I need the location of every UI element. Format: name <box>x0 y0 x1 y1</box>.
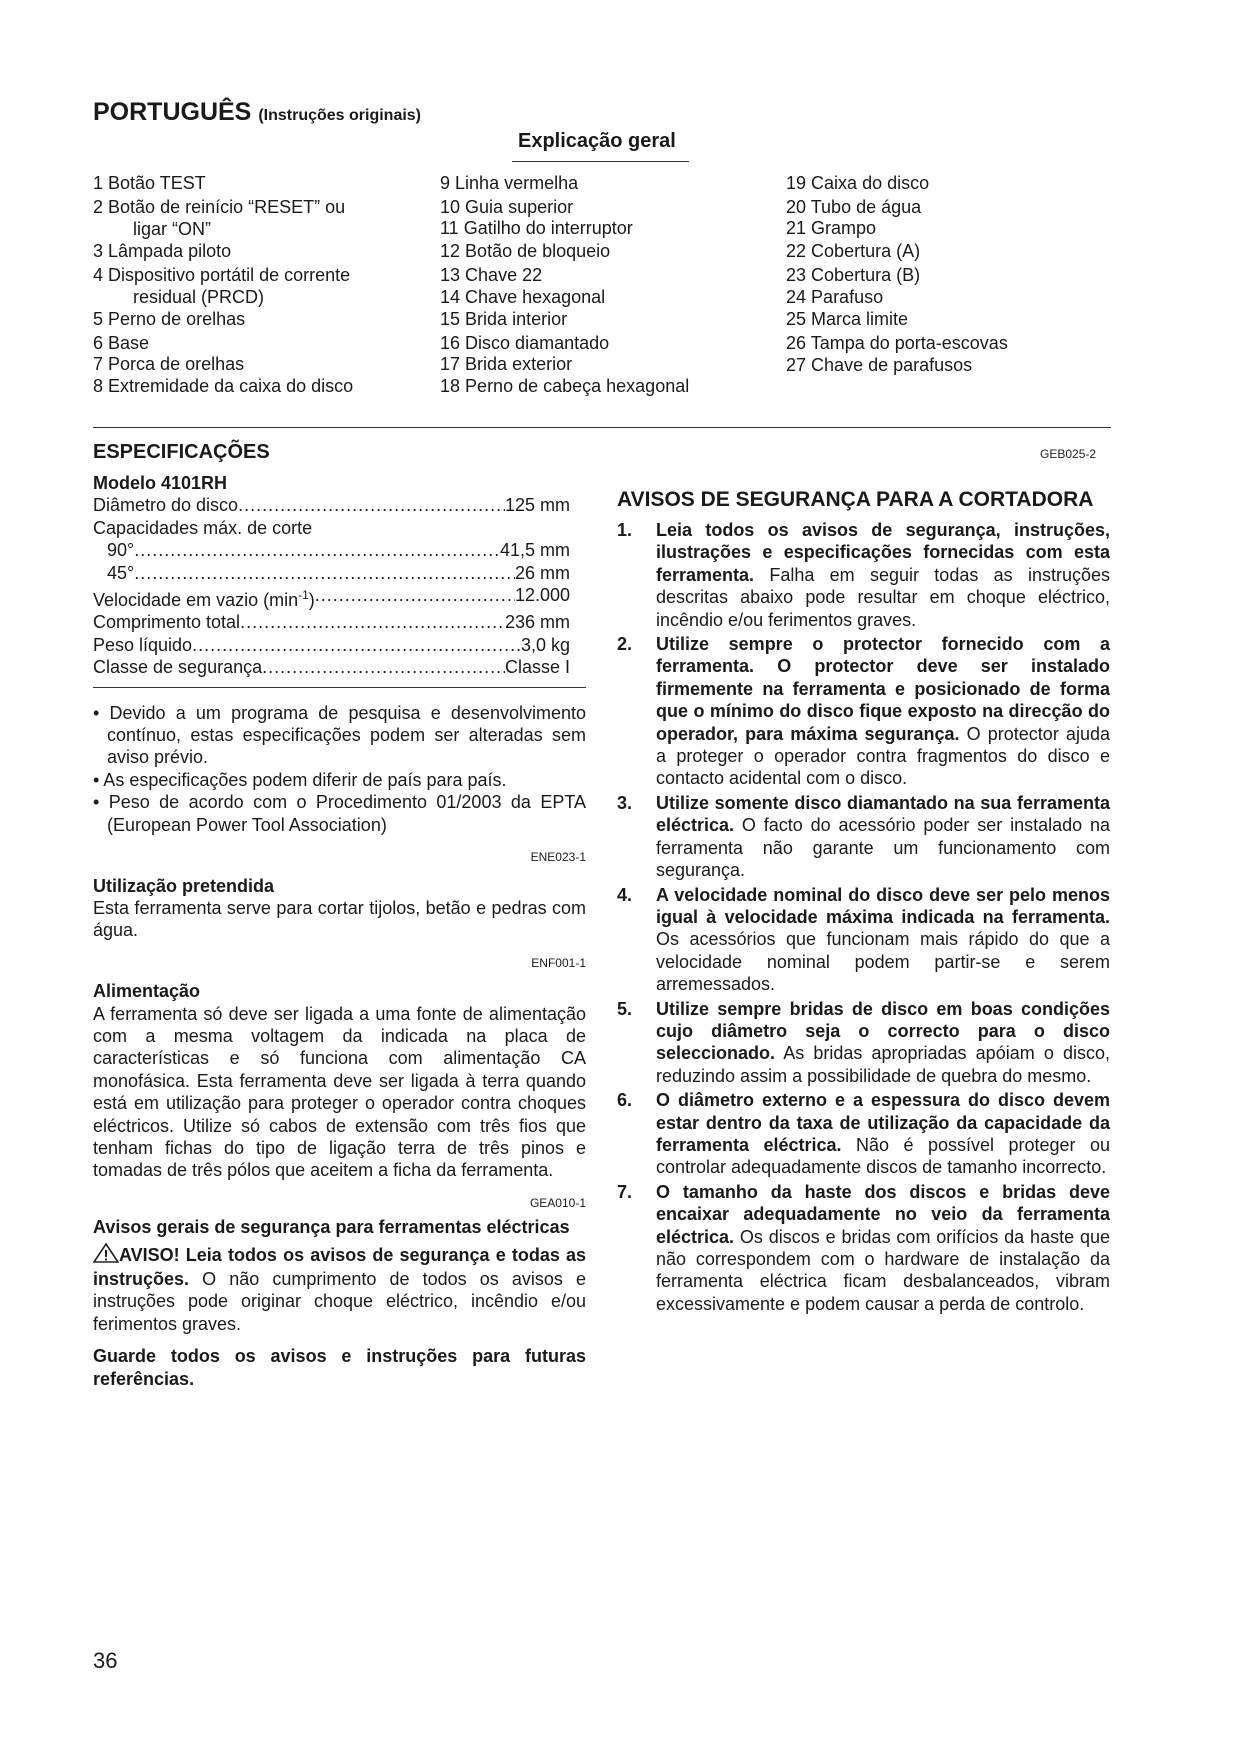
part-item: 27 Chave de parafusos <box>786 355 973 375</box>
power-supply-title: Alimentação <box>93 981 201 1002</box>
part-item: 18 Perno de cabeça hexagonal <box>440 376 690 396</box>
intended-use-title: Utilização pretendida <box>93 875 275 896</box>
right-column <box>617 487 1110 1315</box>
spec-note: • Devido a um programa de pesquisa e desenvolvimento contínuo, estas especificações podem ser alteradas sem aviso prévio. <box>93 702 586 768</box>
safety-item: 5. Utilize sempre bridas de disco em boas condições cujo diâmetro seja o correcto para o disco seleccionado. As bridas apropriadas apóiam o disco, reduzindo assim a possibilidade de quebra do mesmo. <box>617 998 1110 1086</box>
part-item: 12 Botão de bloqueio <box>440 241 611 261</box>
spec-row: 45° ..... 26 mm <box>93 562 570 584</box>
spec-row: 90° ..... 41,5 mm <box>93 539 570 561</box>
part-item: 21 Grampo <box>786 218 877 238</box>
language-title <box>93 98 421 127</box>
model-label: Modelo 4101RH <box>93 473 228 493</box>
cutter-safety-title: AVISOS DE SEGURANÇA PARA A CORTADORA <box>617 488 1094 511</box>
part-item: 22 Cobertura (A) <box>786 241 921 261</box>
safety-item: 1. Leia todos os avisos de segurança, instruções, ilustrações e especificações fornecidas com esta ferramenta. Falha em seguir todas as instruções descritas abaixo pode resultar em choque eléctrico, incêndio e/ou ferimentos graves. <box>617 520 1110 630</box>
spec-code: GEB025-2 <box>1040 447 1097 461</box>
spec-row: Classe de segurança ..... Classe I <box>93 656 570 678</box>
spec-row: Diâmetro do disco ..... 125 mm <box>93 494 570 516</box>
part-item: 8 Extremidade da caixa do disco <box>93 376 354 396</box>
part-item: 15 Brida interior <box>440 309 568 329</box>
part-item: 6 Base <box>93 333 150 353</box>
safety-item: 3. Utilize somente disco diamantado na sua ferramenta eléctrica. O facto do acessório poder ser instalado na ferramenta não garante um funcionamento com segurança. <box>617 792 1110 881</box>
intended-use-text: Esta ferramenta serve para cortar tijolos, betão e pedras com água. <box>93 897 586 941</box>
general-warnings-code: GEA010-1 <box>529 1195 586 1210</box>
spec-notes <box>93 702 586 836</box>
spec-note: • Peso de acordo com o Procedimento 01/2003 da EPTA (European Power Tool Association) <box>93 792 586 835</box>
general-warning-paragraph: AVISO! Leia todos os avisos de segurança e todas as instruções. O não cumprimento de todos os avisos e instruções pode originar choque eléctrico, incêndio e/ou ferimentos graves. <box>93 1244 586 1334</box>
title-underline <box>512 161 689 162</box>
left-column <box>93 472 586 1390</box>
part-item: 4 Dispositivo portátil de corrente residual (PRCD) <box>93 265 351 307</box>
part-item: 9 Linha vermelha <box>440 173 579 193</box>
warning-triangle-icon <box>93 1243 119 1268</box>
specifications-title: ESPECIFICAÇÕES <box>93 441 270 463</box>
part-item: 13 Chave 22 <box>440 265 543 285</box>
safety-item: 6. O diâmetro externo e a espessura do disco devem estar dentro da taxa de utilização da capacidade da ferramenta eléctrica. Não é possível proteger ou controlar adequadamente discos de tamanho incorrecto. <box>617 1090 1110 1178</box>
part-item: 26 Tampa do porta-escovas <box>786 333 1008 353</box>
part-item: 11 Gatilho do interruptor <box>440 218 633 238</box>
cutter-safety-list <box>617 519 1110 1315</box>
spec-row: Peso líquido ..... 3,0 kg <box>93 634 570 656</box>
part-item: 16 Disco diamantado <box>440 333 610 353</box>
part-item: 5 Perno de orelhas <box>93 309 246 329</box>
intended-use-code: ENE023-1 <box>530 850 586 865</box>
spec-row: Comprimento total ..... 236 mm <box>93 611 570 633</box>
part-item: 14 Chave hexagonal <box>440 287 606 307</box>
parts-list-col2 <box>440 172 740 402</box>
power-supply-text: A ferramenta só deve ser ligada a uma fonte de alimentação com a mesma voltagem da indicada na placa de características e só funciona com alimentação CA monofásica. Esta ferramenta deve ser ligada à terra quando está em utilização para proteger o operador contra choques eléctricos. Utilize só cabos de extensão com três fios que tenham fichas do tipo de ligação terra de três pinos e tomadas de três pólos que aceitem a ficha da ferramenta. <box>93 1003 586 1181</box>
parts-list-col3 <box>786 172 1086 375</box>
part-item: 19 Caixa do disco <box>786 173 930 193</box>
safety-item: 7. O tamanho da haste dos discos e bridas deve encaixar adequadamente no veio da ferramenta eléctrica. Os discos e bridas com orifícios da haste que não correspondem com o hardware de instalação da ferramenta eléctrica ficam desbalanceados, vibram excessivamente e podem causar a perda de controlo. <box>617 1181 1110 1314</box>
part-item: 1 Botão TEST <box>93 173 206 193</box>
part-item: 17 Brida exterior <box>440 354 573 374</box>
part-item: 3 Lâmpada piloto <box>93 241 232 261</box>
spec-note: • As especificações podem diferir de país para país. <box>93 769 507 790</box>
safety-item: 4. A velocidade nominal do disco deve ser pelo menos igual à velocidade máxima indicada na ferramenta. Os acessórios que funcionam mais rápido do que a velocidade nominal podem partir-se e serem arremessados. <box>617 884 1110 995</box>
safety-item: 2. Utilize sempre o protector fornecido com a ferramenta. O protector deve ser instalado firmemente na ferramenta e posicionado de forma que o mínimo do disco fique exposto na direcção do operador, para máxima segurança. O protector ajuda a proteger o operador contra fragmentos do disco e contacto acidental com o disco. <box>617 634 1110 789</box>
power-supply-code: ENF001-1 <box>531 955 586 970</box>
part-item: 24 Parafuso <box>786 287 884 307</box>
part-item: 23 Cobertura (B) <box>786 265 921 285</box>
parts-list-col1 <box>93 172 423 402</box>
language-name: PORTUGUÊS <box>93 98 252 126</box>
part-item: 2 Botão de reinício “RESET” ou ligar “ON” <box>93 197 346 239</box>
part-item: 10 Guia superior <box>440 197 574 217</box>
spec-rule <box>93 687 586 688</box>
section-divider <box>93 427 1111 428</box>
general-explanation-title: Explicação geral <box>518 130 676 152</box>
page-number: 36 <box>93 1648 118 1673</box>
spec-row: Velocidade em vazio $(\min^{-1})$ ..... 12.000 <box>93 584 570 611</box>
general-warnings-title: Avisos gerais de segurança para ferramentas eléctricas <box>93 1217 570 1238</box>
spec-table <box>93 494 570 678</box>
part-item: 20 Tubo de água <box>786 197 922 217</box>
keep-instructions: Guarde todos os avisos e instruções para futuras referências. <box>93 1346 586 1389</box>
spec-row: Capacidades máx. de corte <box>93 517 313 538</box>
part-item: 7 Porca de orelhas <box>93 354 245 374</box>
part-item: 25 Marca limite <box>786 309 909 329</box>
language-note: (Instruções originais) <box>258 107 422 124</box>
